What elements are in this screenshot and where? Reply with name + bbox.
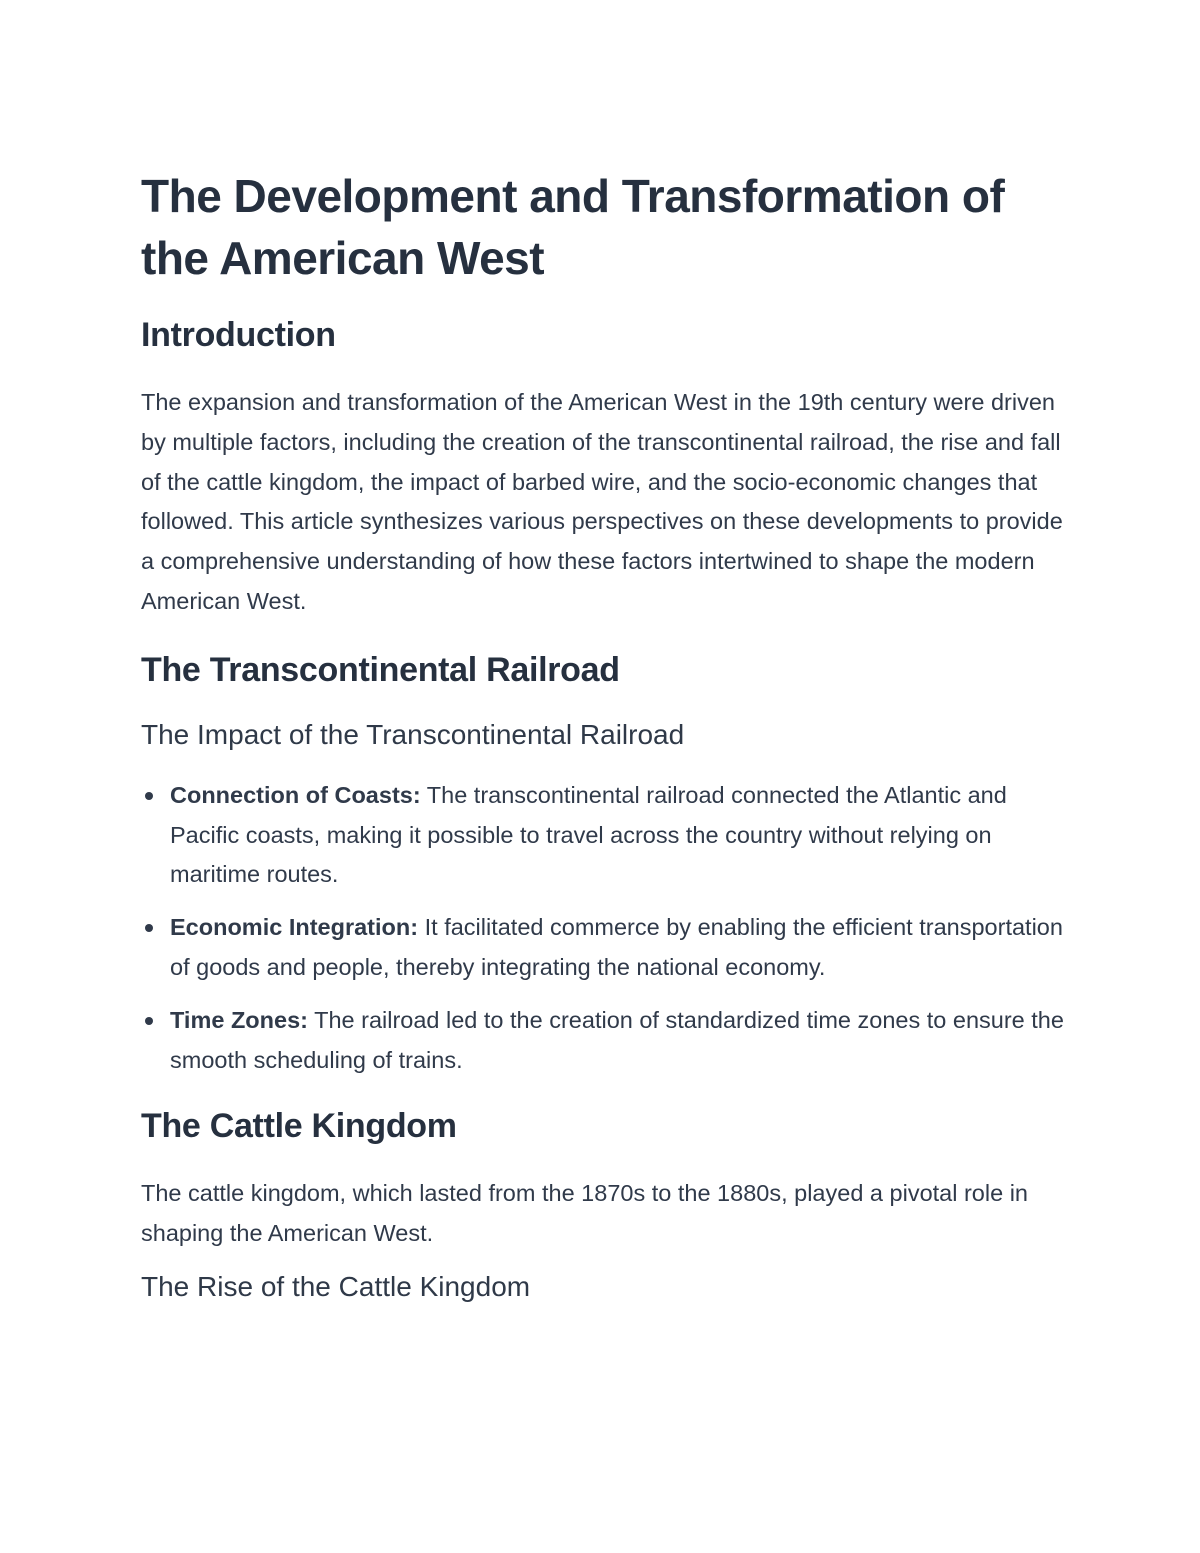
list-item [141,1001,1066,1081]
introduction-paragraph: The expansion and transformation of the American West in the 19th century were driven by multiple factors, including the creation of the transcontinental railroad, the rise and fall of the cattle kingdom, the impact of barbed wire, and the socio-economic changes that followed. This article synthesizes various perspectives on these developments to provide a comprehensive understanding of how these factors intertwined to shape the modern American West. [141,389,1063,614]
list-item-text: It facilitated commerce by enabling the efficient transportation of goods and people, thereby integrating the national economy. [170,914,1063,980]
bullet-icon [145,1017,153,1025]
list-item-term: Time Zones: [170,1006,308,1033]
section-heading-cattle-kingdom: The Cattle Kingdom [141,1107,457,1146]
subheading-cattle-rise: The Rise of the Cattle Kingdom [141,1270,531,1302]
list-item-term: Economic Integration: [170,914,419,941]
list-item [141,776,1066,895]
document-title: The Development and Transformation of the American West [141,170,1005,284]
subheading-railroad-impact: The Impact of the Transcontinental Railroad [141,718,685,750]
section-heading-introduction: Introduction [141,316,336,354]
list-item-text: The transcontinental railroad connected the Atlantic and Pacific coasts, making it possible to travel across the country without relying on maritime routes. [170,781,1007,888]
document-page [141,165,1066,1306]
list-item-text: The railroad led to the creation of standardized time zones to ensure the smooth scheduling of trains. [170,1006,1064,1073]
list-item-term: Connection of Coasts: [170,781,421,808]
list-item [141,908,1066,988]
bullet-icon [145,792,153,800]
railroad-impact-list [141,776,1066,1081]
section-heading-railroad: The Transcontinental Railroad [141,650,620,689]
cattle-kingdom-paragraph: The cattle kingdom, which lasted from the 1870s to the 1880s, played a pivotal role in shaping the American West. [141,1180,1028,1247]
bullet-icon [145,924,153,932]
